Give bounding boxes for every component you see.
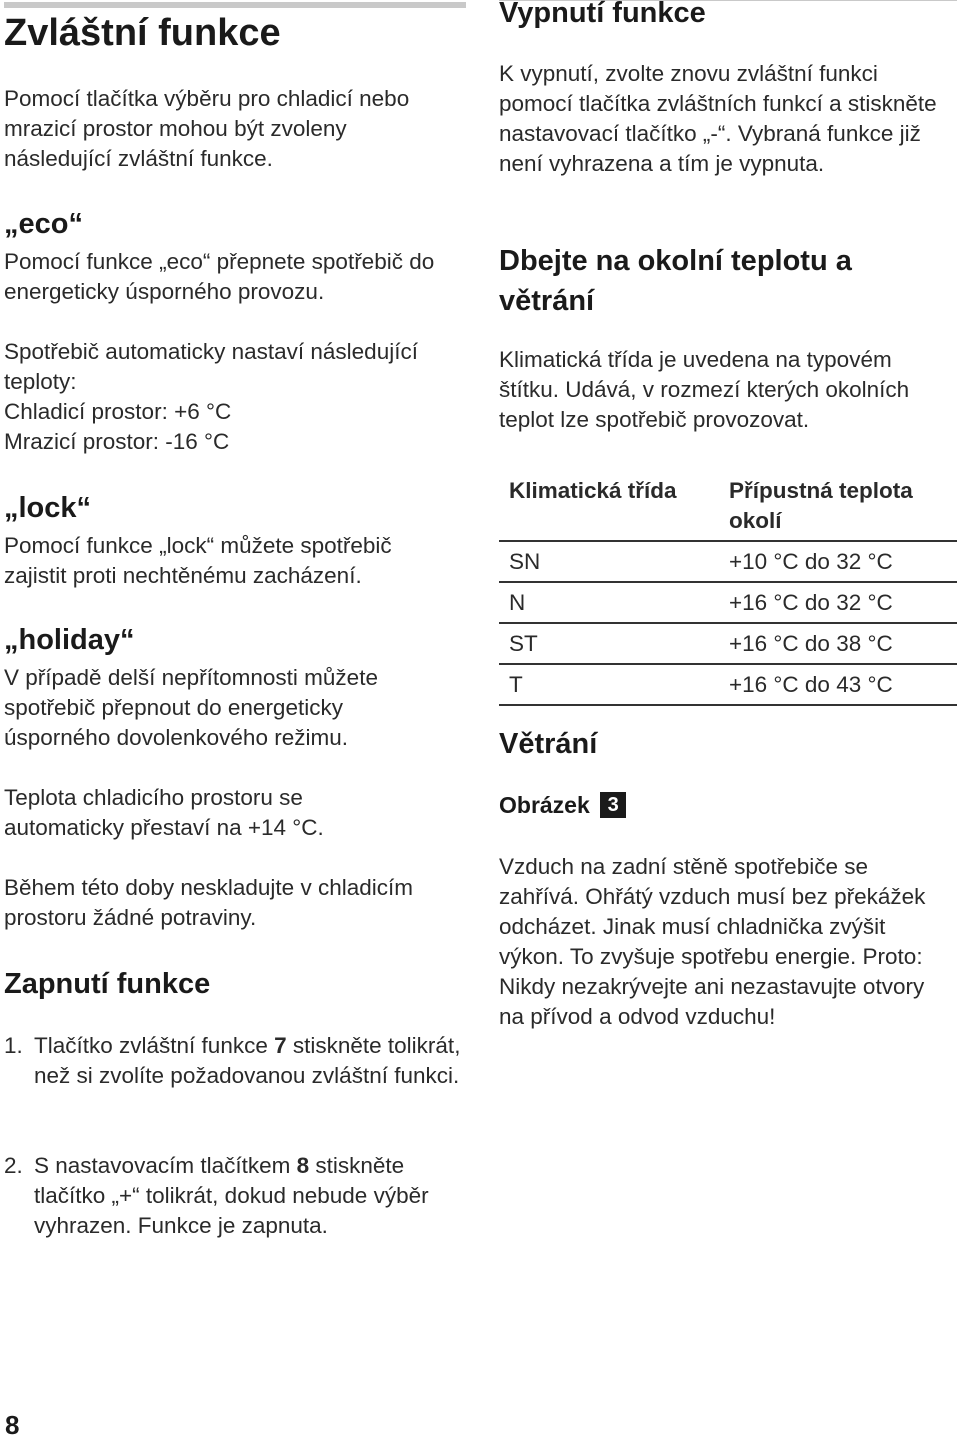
step-2-button-ref: 8 [296,1153,310,1178]
table-cell-temperature: +16 °C do 32 °C [729,590,893,615]
zapnuti-heading: Zapnutí funkce [4,968,211,1000]
vetrani-text: Vzduch na zadní stěně spotřebiče se zahřívá. Ohřátý vzduch musí bez překážek odcházet. Jinak musí chladnička zvýšit výkon. To zvyšuje spotřebu energie. Proto: Nikdy nezakrývejte ani nezastavujte otvory na přívod a odvod vzduchu! [499,854,926,1029]
table-cell-class: N [509,590,526,615]
step-2-text [34,1151,464,1241]
lock-text: Pomocí funkce „lock“ můžete spotřebič zajistit proti nechtěnému zacházení. [4,533,392,588]
figure-number-badge: 3 [600,792,626,818]
vetrani-heading: Větrání [499,728,598,760]
table-row [499,541,957,582]
figure-reference [499,792,626,819]
table-cell-temperature: +16 °C do 38 °C [729,631,893,656]
table-cell-class: SN [509,549,541,574]
lock-heading: „lock“ [4,492,92,524]
eco-text: Pomocí funkce „eco“ přepnete spotřebič do energeticky úsporného provozu. [4,249,435,304]
holiday-temp: Teplota chladicího prostoru se automaticky přestaví na +14 °C. [4,785,324,840]
table-header-temperature: Přípustná teplota okolí [729,478,913,533]
teplota-text: Klimatická třída je uvedena na typovém štítku. Udává, v rozmezí kterých okolních teplot lze spotřebič provozovat. [499,347,910,432]
step-2-number: 2. [4,1153,23,1178]
teplota-heading: Dbejte na okolní teplotu a větrání [499,245,852,317]
eco-temps-intro: Spotřebič automaticky nastaví následující teploty: [4,339,418,394]
vypnuti-heading: Vypnutí funkce [499,0,706,29]
step-1-text [34,1031,464,1091]
table-header-class: Klimatická třída [509,478,677,503]
step-2-text-c: stiskněte tlačítko „+“ tolikrát, dokud nebude výběr vyhrazen. Funkce je zapnuta. [34,1153,429,1238]
step-2-text-a: S nastavovacím tlačítkem [34,1153,297,1178]
holiday-text: V případě delší nepřítomnosti můžete spotřebič přepnout do energeticky úsporného dovolenkového režimu. [4,665,378,750]
figure-label: Obrázek [499,792,590,818]
table-cell-class: ST [509,631,538,656]
climate-class-table [499,468,957,706]
eco-heading: „eco“ [4,208,83,240]
eco-temp-fridge: Chladicí prostor: +6 °C [4,399,232,424]
step-1-button-ref: 7 [274,1033,287,1058]
table-row [499,582,957,623]
table-header-row [499,468,957,541]
step-1-number: 1. [4,1033,23,1058]
eco-temp-freezer: Mrazicí prostor: -16 °C [4,429,230,454]
intro-paragraph: Pomocí tlačítka výběru pro chladicí nebo mrazicí prostor mohou být zvoleny následující zvláštní funkce. [4,86,410,171]
holiday-heading: „holiday“ [4,624,135,656]
page-number: 8 [5,1410,20,1440]
step-2 [4,1151,466,1246]
table-cell-temperature: +10 °C do 32 °C [729,549,893,574]
table-cell-temperature: +16 °C do 43 °C [729,672,893,697]
step-1-text-c: stiskněte tolikrát, než si zvolíte požadovanou zvláštní funkci. [34,1033,461,1088]
step-1 [4,1031,466,1126]
top-rule [4,2,466,8]
holiday-note: Během této doby neskladujte v chladicím prostoru žádné potraviny. [4,875,413,930]
table-row [499,623,957,664]
table-row [499,664,957,705]
table-cell-class: T [509,672,523,697]
step-1-text-a: Tlačítko zvláštní funkce [34,1033,275,1058]
vypnuti-text: K vypnutí, zvolte znovu zvláštní funkci pomocí tlačítka zvláštních funkcí a stiskněte nastavovací tlačítko „-“. Vybraná funkce již není vyhrazena a tím je vypnuta. [499,61,937,176]
page-title: Zvláštní funkce [4,12,281,54]
